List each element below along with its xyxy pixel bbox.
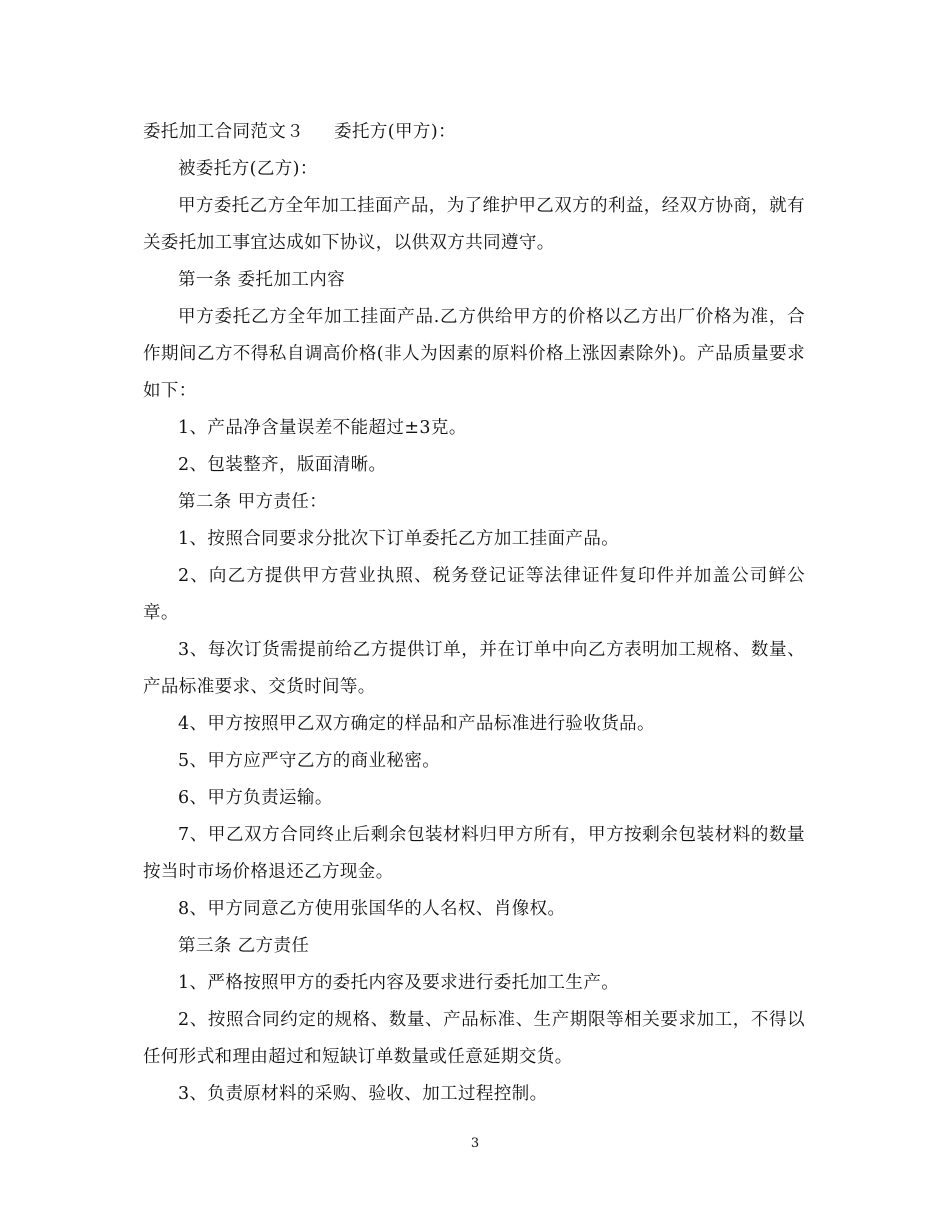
article-2-item-3: 3、每次订货需提前给乙方提供订单，并在订单中向乙方表明加工规格、数量、产品标准要求、交货时间等。 [143, 640, 805, 697]
party-a-label: 委托方(甲方)： [334, 122, 456, 142]
article-2-item-7: 7、甲乙双方合同终止后剩余包装材料归甲方所有，甲方按剩余包装材料的数量按当时市场价格退还乙方现金。 [143, 825, 805, 882]
party-b-label: 被委托方(乙方)： [178, 159, 318, 179]
article-1-paragraph: 甲方委托乙方全年加工挂面产品.乙方供给甲方的价格以乙方出厂价格为准，合作期间乙方不得私自调高价格(非人为因素的原料价格上涨因素除外)。产品质量要求如下： [143, 307, 805, 401]
page-number: 3 [470, 1136, 480, 1151]
article-3-item-1: 1、严格按照甲方的委托内容及要求进行委托加工生产。 [178, 973, 620, 993]
article-1-item-2: 2、包装整齐，版面清晰。 [178, 455, 387, 475]
document-body [143, 114, 805, 1113]
article-2-heading: 第二条 甲方责任： [178, 492, 328, 512]
article-1-heading: 第一条 委托加工内容 [178, 270, 346, 290]
preamble-paragraph: 甲方委托乙方全年加工挂面产品，为了维护甲乙双方的利益，经双方协商，就有关委托加工事宜达成如下协议，以供双方共同遵守。 [143, 196, 805, 253]
article-3-item-3: 3、负责原材料的采购、验收、加工过程控制。 [178, 1084, 548, 1104]
article-2-item-6: 6、甲方负责运输。 [178, 788, 333, 808]
document-title: 委托加工合同范文３ [143, 122, 305, 142]
article-2-item-8: 8、甲方同意乙方使用张国华的人名权、肖像权。 [178, 899, 566, 919]
article-2-item-1: 1、按照合同要求分批次下订单委托乙方加工挂面产品。 [178, 529, 620, 549]
article-3-item-2: 2、按照合同约定的规格、数量、产品标准、生产期限等相关要求加工，不得以任何形式和理由超过和短缺订单数量或任意延期交货。 [143, 1010, 805, 1067]
article-2-item-4: 4、甲方按照甲乙双方确定的样品和产品标准进行验收货品。 [178, 714, 655, 734]
article-2-item-2: 2、向乙方提供甲方营业执照、税务登记证等法律证件复印件并加盖公司鲜公章。 [143, 566, 805, 623]
article-1-item-1: 1、产品净含量误差不能超过±3克。 [178, 418, 467, 438]
article-2-item-5: 5、甲方应严守乙方的商业秘密。 [178, 751, 441, 771]
article-3-heading: 第三条 乙方责任 [178, 936, 310, 956]
title-line [143, 114, 805, 151]
